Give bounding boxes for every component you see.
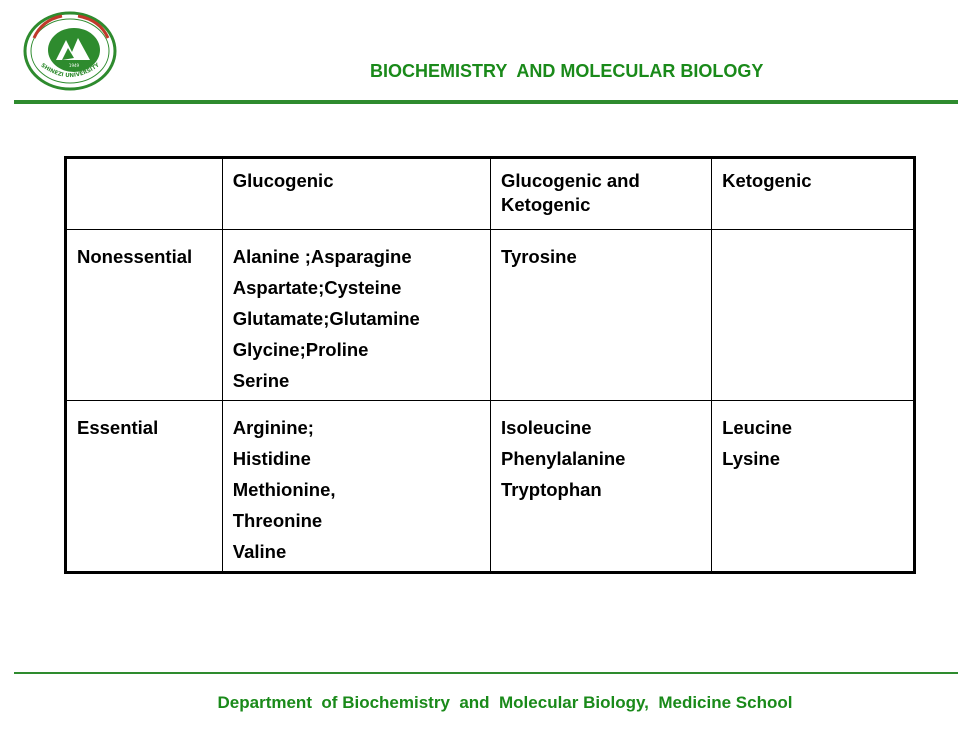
seal-year: 1949	[68, 63, 80, 68]
table-cell-glucogenic	[222, 230, 490, 401]
amino-acid-entry: Aspartate;Cysteine	[232, 277, 402, 298]
amino-acid-entry: Methionine,	[232, 479, 336, 500]
amino-acid-classification-table	[64, 156, 916, 574]
amino-acid-entry: Leucine	[722, 417, 793, 438]
footer-divider	[14, 672, 958, 674]
table-header-cell-glucogenic: Glucogenic	[222, 158, 490, 230]
table-header-cell-ketogenic: Ketogenic	[712, 158, 915, 230]
university-logo	[22, 10, 118, 92]
table-cell-glucogenic	[222, 401, 490, 573]
table-row	[66, 230, 915, 401]
table-header-cell-empty	[66, 158, 223, 230]
table-cell-both	[491, 401, 712, 573]
amino-acid-entry: Phenylalanine	[501, 448, 626, 469]
amino-acid-entry: Histidine	[232, 448, 311, 469]
amino-acid-entry: Valine	[232, 541, 287, 562]
amino-acid-entry: Arginine;	[232, 417, 314, 438]
row-label-essential: Essential	[66, 401, 223, 573]
amino-acid-entry: Lysine	[722, 448, 781, 469]
row-label-nonessential: Nonessential	[66, 230, 223, 401]
table-row	[66, 401, 915, 573]
amino-acid-entry: Glutamate;Glutamine	[232, 308, 420, 329]
page-title: BIOCHEMISTRY AND MOLECULAR BIOLOGY	[370, 61, 764, 81]
amino-acid-entry: Alanine ;Asparagine	[232, 246, 412, 267]
amino-acid-entry: Glycine;Proline	[232, 339, 369, 360]
table-cell-both	[491, 230, 712, 401]
university-seal-icon	[22, 10, 118, 92]
table-cell-ketogenic	[712, 230, 915, 401]
seal-text: SHINEZI UNIVERSITY	[39, 62, 101, 80]
table-cell-ketogenic	[712, 401, 915, 573]
amino-acid-entry: Tryptophan	[501, 479, 602, 500]
header-divider	[14, 100, 958, 104]
footer-department-text: Department of Biochemistry and Molecular Biology, Medicine School	[217, 693, 793, 712]
amino-acid-entry: Threonine	[232, 510, 323, 531]
amino-acid-entry: Tyrosine	[501, 246, 577, 267]
table-header-row	[66, 158, 915, 230]
table-header-cell-both: Glucogenic and Ketogenic	[491, 158, 712, 230]
amino-acid-entry: Serine	[232, 370, 290, 391]
amino-acid-entry: Isoleucine	[501, 417, 592, 438]
